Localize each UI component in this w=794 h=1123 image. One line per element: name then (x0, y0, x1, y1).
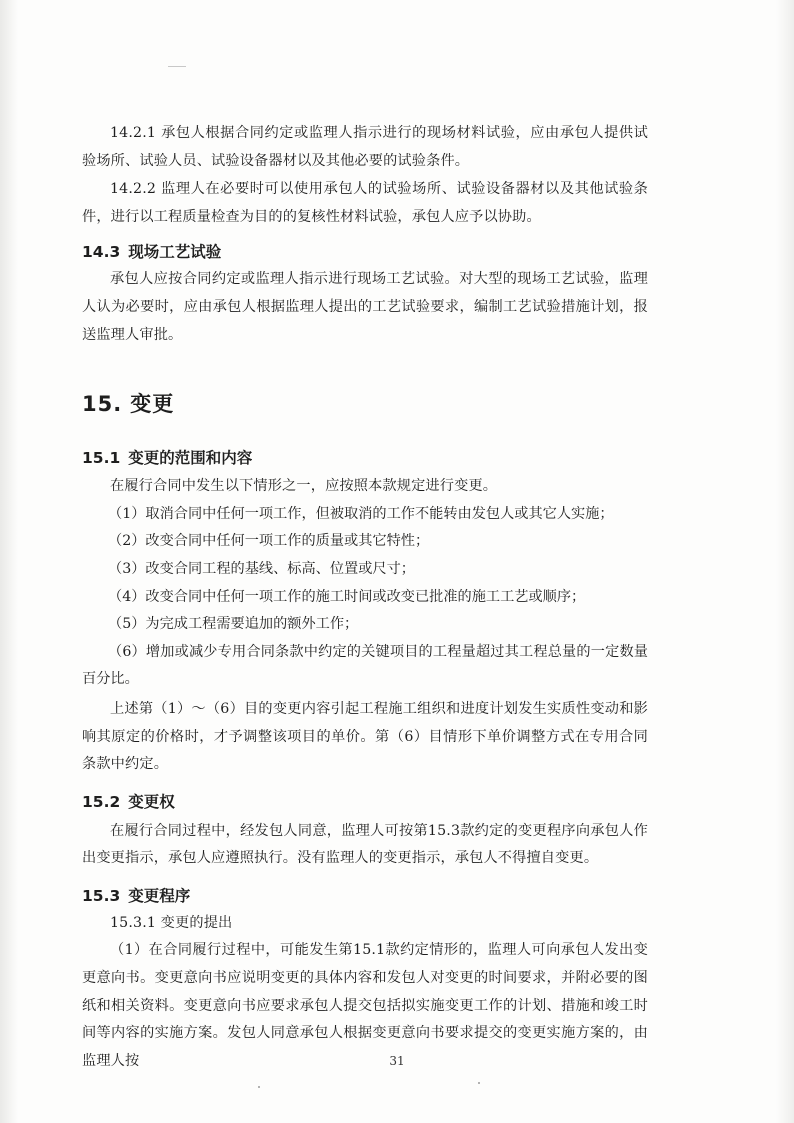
clause-15-2-text: 在履行合同过程中，经发包人同意，监理人可按第15.3款约定的变更程序向承包人作出变更指示，承包人应遵照执行。没有监理人的变更指示，承包人不得擅自变更。 (82, 822, 648, 867)
chapter-heading-15 (82, 389, 648, 419)
heading-number: 15.2 (82, 792, 121, 811)
subclause-15-3-1-title: 15.3.1 变更的提出 (110, 914, 233, 931)
scan-edge-right (776, 0, 794, 1123)
chapter-number: 15. (82, 392, 123, 417)
heading-title: 现场工艺试验 (128, 243, 222, 262)
heading-15-2 (82, 791, 648, 813)
list-item: （3）改变合同工程的基线、标高、位置或尺寸； (108, 560, 415, 577)
heading-15-1 (82, 447, 648, 469)
scan-edge-left (0, 0, 18, 1123)
scan-speck (478, 1082, 480, 1084)
heading-number: 15.1 (82, 449, 121, 468)
list-item: （6）增加或减少专用合同条款中约定的关键项目的工程量超过其工程总量的一定数量百分比。 (82, 643, 648, 688)
page-number: 31 (389, 1054, 405, 1068)
heading-number: 15.3 (82, 886, 121, 905)
list-item: （2）改变合同中任何一项工作的质量或其它特性； (108, 533, 430, 550)
clause-14-2-1: 14.2.1 承包人根据合同约定或监理人指示进行的现场材料试验，应由承包人提供试验场所、试验人员、试验设备器材以及其他必要的试验条件。 (82, 125, 648, 169)
heading-title: 变更的范围和内容 (128, 449, 253, 468)
clause-14-3-text: 承包人应按合同约定或监理人指示进行现场工艺试验。对大型的现场工艺试验，监理人认为必要时，应由承包人根据监理人提出的工艺试验要求，编制工艺试验措施计划，报送监理人审批。 (82, 271, 648, 343)
clause-15-1-intro: 在履行合同中发生以下情形之一，应按照本款规定进行变更。 (110, 478, 498, 495)
heading-14-3 (82, 241, 648, 263)
chapter-title: 变更 (130, 392, 175, 417)
scan-mark (168, 66, 186, 67)
clause-15-3-1-1: （1）在合同履行过程中，可能发生第15.1款约定情形的，监理人可向承包人发出变更意向书。变更意向书应说明变更的具体内容和发包人对变更的时间要求，并附必要的图纸和相关资料。变更意向书应要求承包人提交包括拟实施变更工作的计划、措施和竣工时间等内容的实施方案。发包人同意承包人根据变更意向书要求提交的变更实施方案的，由监理人按 (82, 942, 648, 1069)
scan-speck (258, 1086, 260, 1088)
list-item: （5）为完成工程需要追加的额外工作； (108, 616, 359, 633)
clause-14-2-2: 14.2.2 监理人在必要时可以使用承包人的试验场所、试验设备器材以及其他试验条件，进行以工程质量检查为目的的复核性材料试验，承包人应予以协助。 (82, 181, 648, 225)
list-item: （1）取消合同中任何一项工作，但被取消的工作不能转由发包人或其它人实施； (108, 505, 614, 522)
list-item: （4）改变合同中任何一项工作的施工时间或改变已批准的施工工艺或顺序； (108, 588, 586, 605)
clause-15-1-note: 上述第（1）～（6）目的变更内容引起工程施工组织和进度计划发生实质性变动和影响其原定的价格时，才予调整该项目的单价。第（6）目情形下单价调整方式在专用合同条款中约定。 (82, 700, 648, 773)
page-body (82, 120, 648, 1075)
heading-title: 变更程序 (128, 886, 191, 905)
heading-15-3 (82, 885, 648, 907)
heading-number: 14.3 (82, 243, 121, 262)
heading-title: 变更权 (128, 792, 175, 811)
